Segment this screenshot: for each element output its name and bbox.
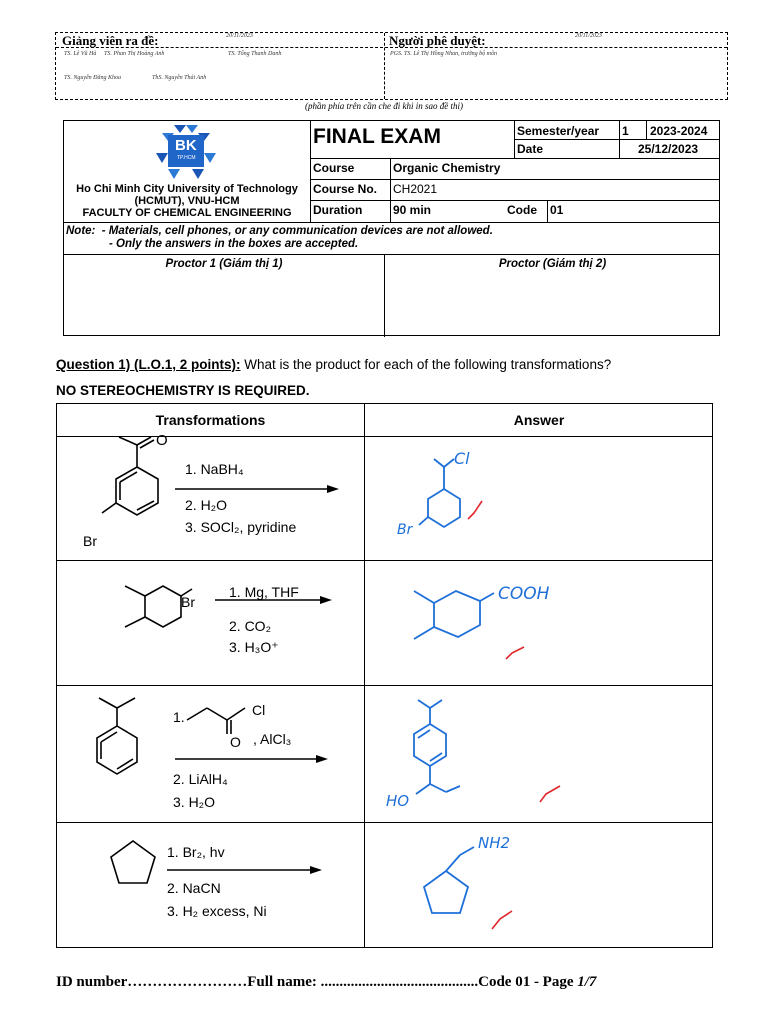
row1-answer-cl: Cl [454, 449, 470, 468]
approval-box [55, 32, 728, 100]
faculty-name: FACULTY OF CHEMICAL ENGINEERING [82, 207, 292, 219]
lecturer-date: 20/11/2023 [226, 33, 253, 39]
logo-text: BK [175, 137, 197, 154]
semester-label: Semester/year [517, 124, 600, 138]
lecturer-5: ThS. Nguyễn Thái Anh [152, 75, 207, 81]
row1-step2: 2. H₂O [185, 497, 227, 513]
semester-value: 1 [622, 124, 629, 138]
code-label: Code [507, 203, 537, 217]
approver-date: 20/11/2023 [575, 33, 602, 39]
page-footer [56, 974, 716, 991]
transformations-table [56, 403, 713, 948]
row4-step1: 1. Br₂, hv [167, 844, 225, 860]
question-body: What is the product for each of the following transformations? [240, 357, 612, 372]
row1-carbonyl-o: O [156, 432, 168, 449]
row3-step2: 2. LiAlH₄ [173, 771, 228, 787]
row4-step3: 3. H₂ excess, Ni [167, 903, 267, 919]
row4-step2: 2. NaCN [167, 880, 221, 896]
hide-note: (phần phía trên cần che đi khi in sao đề thi) [305, 101, 463, 111]
row2-answer-cooh: COOH [498, 584, 550, 604]
lecturer-label: Giảng viên ra đề: [62, 33, 159, 48]
university-line2: (HCMUT), VNU-HCM [134, 195, 240, 207]
code-page-label: Code 01 - Page [478, 974, 578, 990]
row4-answer-nh2: NH2 [478, 834, 511, 852]
course-no-label: Course No. [313, 182, 378, 196]
date-value: 25/12/2023 [638, 142, 699, 156]
duration-value: 90 min [393, 203, 432, 217]
lecturer-2: TS. Phan Thị Hoàng Anh [104, 51, 165, 57]
note-line1: - Materials, cell phones, or any communication devices are not allowed. [101, 225, 493, 237]
university-line1: Ho Chi Minh City University of Technology [76, 183, 298, 195]
row3-answer-ho: HO [386, 792, 410, 810]
column-header-answer: Answer [513, 412, 565, 428]
row2-step3: 3. H₃O⁺ [229, 639, 279, 655]
logo-sub: TP.HCM [177, 155, 196, 161]
approver-label: Người phê duyệt: [389, 33, 486, 48]
duration-label: Duration [313, 203, 363, 217]
approver-name: PGS. TS. Lê Thị Hồng Nhan, trưởng bộ môn [390, 51, 497, 57]
row2-step2: 2. CO₂ [229, 618, 271, 634]
row3-step3: 3. H₂O [173, 794, 215, 810]
row2-br: Br [181, 594, 195, 610]
row2-step1: 1. Mg, THF [229, 584, 299, 600]
lecturer-4: TS. Nguyễn Đăng Khoa [64, 75, 121, 81]
lecturer-1: TS. Lê Vũ Hà [64, 51, 97, 57]
question-text [56, 352, 716, 404]
university-name [64, 183, 310, 219]
proctor2-label: Proctor (Giám thị 2) [498, 258, 607, 270]
question-line2: NO STEREOCHEMISTRY IS REQUIRED. [56, 383, 310, 398]
row3-step1b: , AlCl₃ [253, 731, 292, 747]
row2-answer-drawing [364, 561, 714, 685]
exam-title: FINAL EXAM [313, 125, 441, 148]
question-title: Question 1) (L.O.1, 2 points): [56, 357, 241, 372]
row1-answer-br: Br [397, 522, 413, 538]
row3-reagent-cl: Cl [252, 702, 266, 718]
code-value: 01 [550, 203, 564, 217]
row1-step1: 1. NaBH₄ [185, 461, 244, 477]
column-header-transformations: Transformations [155, 412, 266, 428]
row1-step3: 3. SOCl₂, pyridine [185, 519, 297, 535]
lecturer-3: TS. Tống Thanh Danh [228, 51, 282, 57]
note-line2: - Only the answers in the boxes are accepted. [109, 238, 359, 250]
proctor1-label: Proctor 1 (Giám thị 1) [165, 258, 283, 270]
date-label: Date [517, 142, 544, 156]
university-logo [154, 125, 218, 183]
row2-structure [57, 561, 364, 685]
row3-answer-drawing [364, 686, 714, 822]
id-number-label: ID number…………………… [56, 974, 248, 990]
full-name-label: Full name: .......................................... [247, 974, 479, 990]
row3-step1: 1. [173, 709, 185, 725]
note-label: Note: [66, 225, 96, 237]
exam-header [63, 120, 720, 336]
course-value: Organic Chemistry [393, 161, 501, 175]
row1-br: Br [83, 533, 97, 549]
page-number: 1/7 [577, 974, 597, 990]
course-no-value: CH2021 [393, 182, 438, 196]
row1-answer-drawing [364, 437, 714, 560]
year-value: 2023-2024 [650, 124, 708, 138]
row3-reagent-o: O [230, 734, 241, 750]
row4-answer-drawing [364, 823, 714, 949]
course-label: Course [313, 161, 355, 175]
exam-note [66, 225, 493, 251]
